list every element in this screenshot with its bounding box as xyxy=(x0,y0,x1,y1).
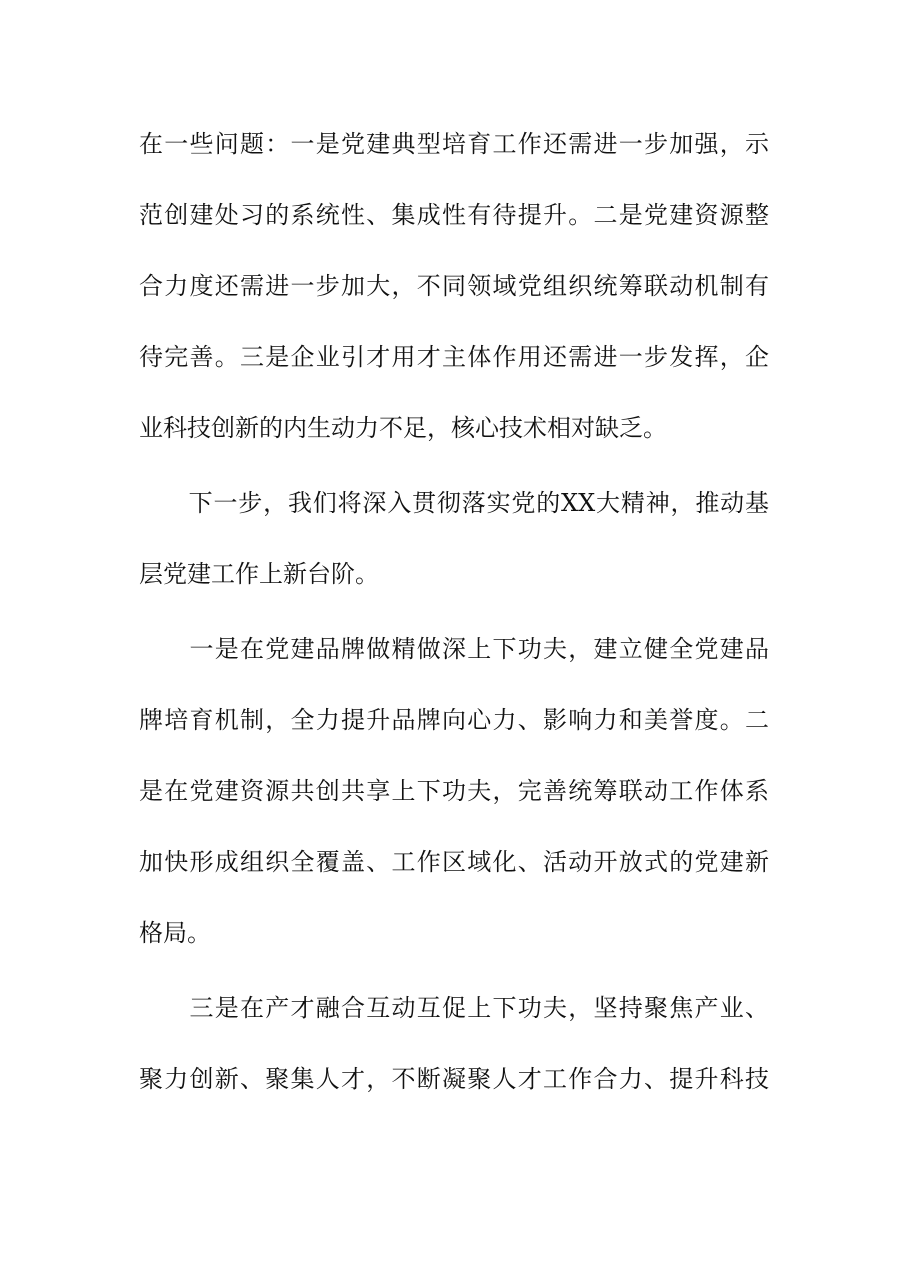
paragraph-1-line-1: 在一些问题：一是党建典型培育工作还需进一步加强，示 xyxy=(139,130,769,158)
paragraph-1-line-5: 业科技创新的内生动力不足，核心技术相对缺乏。 xyxy=(139,414,667,442)
paragraph-1-line-4: 待完善。三是企业引才用才主体作用还需进一步发挥，企 xyxy=(139,343,769,371)
paragraph-3-line-5: 格局。 xyxy=(139,919,211,947)
paragraph-4-line-1: 三是在产才融合互动互促上下功夫，坚持聚焦产业、 xyxy=(139,994,769,1022)
paragraph-2-line-1: 下一步，我们将深入贯彻落实党的XX大精神，推动基 xyxy=(139,489,769,517)
paragraph-1-line-3: 合力度还需进一步加大，不同领域党组织统筹联动机制有 xyxy=(139,272,769,300)
paragraph-2-line-2: 层党建工作上新台阶。 xyxy=(139,560,379,588)
paragraph-3-line-3: 是在党建资源共创共享上下功夫，完善统筹联动工作体系 xyxy=(139,777,769,805)
paragraph-3-line-2: 牌培育机制，全力提升品牌向心力、影响力和美誉度。二 xyxy=(139,706,769,734)
paragraph-3-line-4: 加快形成组织全覆盖、工作区域化、活动开放式的党建新 xyxy=(139,848,769,876)
paragraph-4-line-2: 聚力创新、聚集人才，不断凝聚人才工作合力、提升科技 xyxy=(139,1065,769,1093)
paragraph-3-line-1: 一是在党建品牌做精做深上下功夫，建立健全党建品 xyxy=(139,635,769,663)
paragraph-1-line-2: 范创建处习的系统性、集成性有待提升。二是党建资源整 xyxy=(139,201,769,229)
